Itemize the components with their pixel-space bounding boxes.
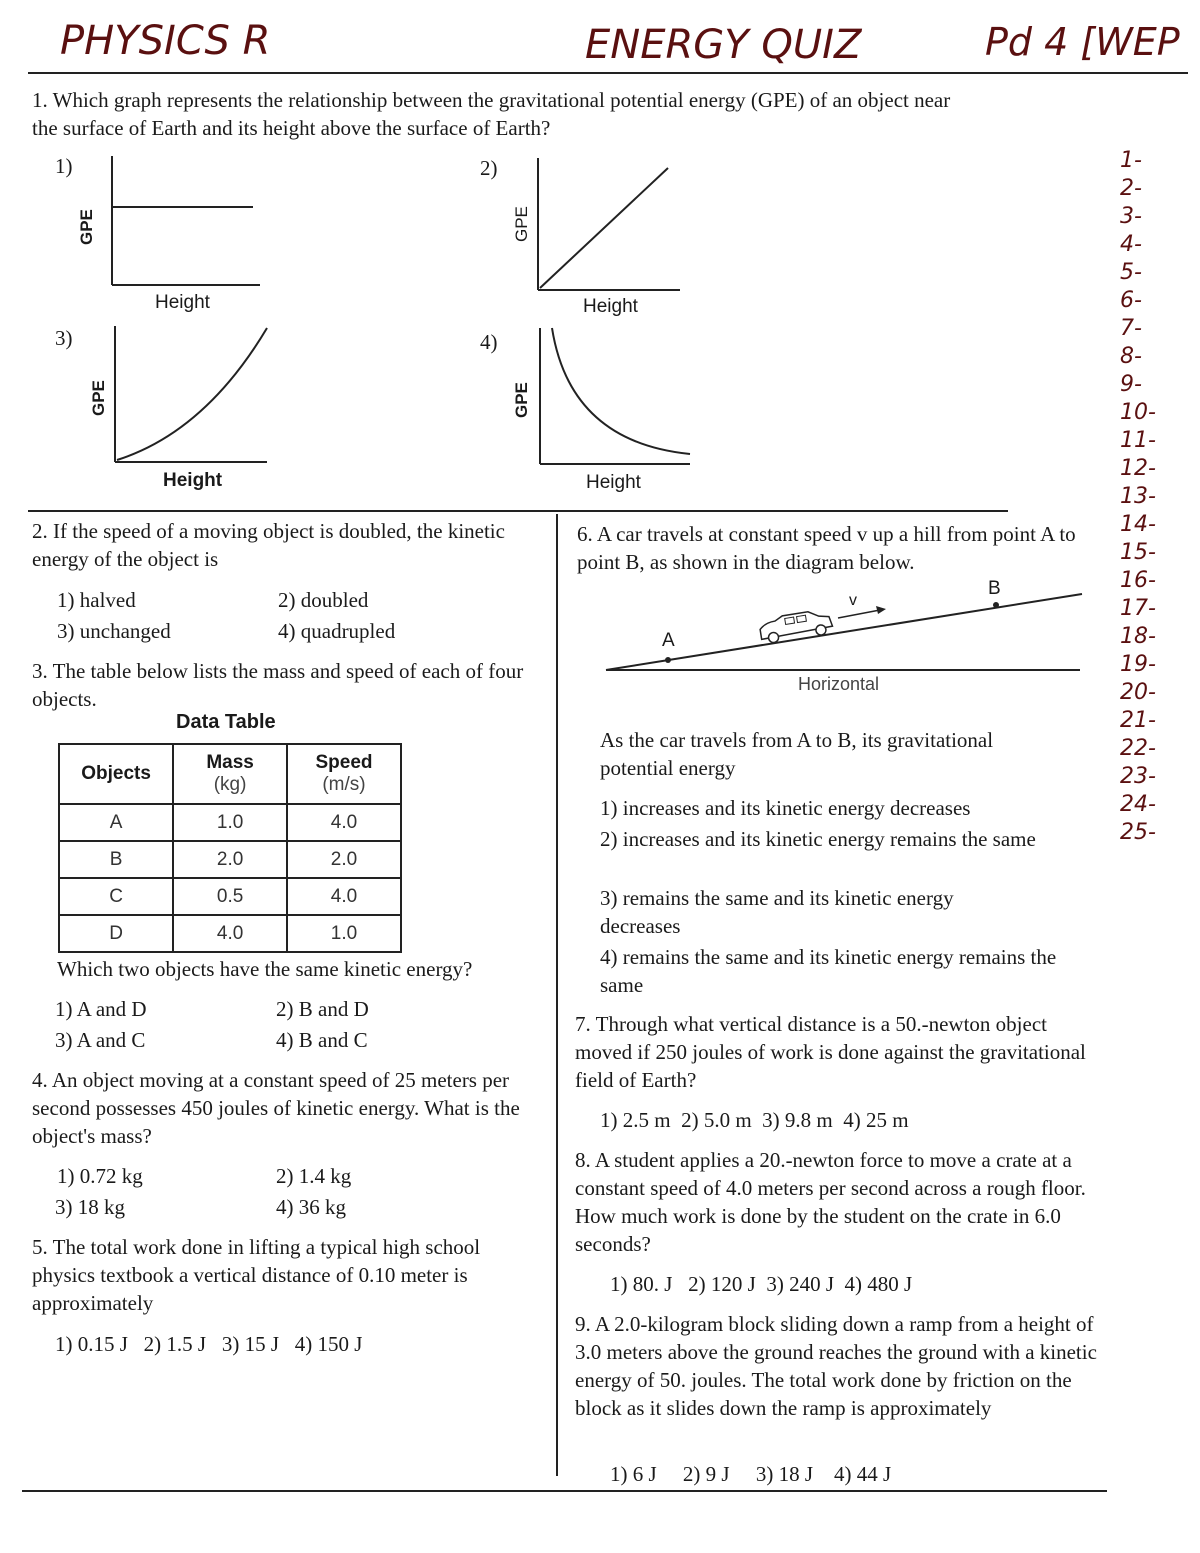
question-number: 4. <box>32 1068 48 1092</box>
question-3 <box>32 657 552 713</box>
table-header-row <box>59 744 401 804</box>
table-row <box>59 804 401 841</box>
answer-option[interactable]: 3) remains the same and its kinetic energy decreases <box>600 886 954 938</box>
tally-line: 20- <box>1120 680 1156 705</box>
graph-option-1[interactable] <box>55 150 315 320</box>
answer-option[interactable]: 1) increases and its kinetic energy decreases <box>600 796 971 820</box>
table-row <box>59 878 401 915</box>
graph-option-2[interactable] <box>480 150 740 325</box>
answer-option[interactable]: 2) B and D <box>276 997 369 1021</box>
tally-line: 10- <box>1120 400 1156 425</box>
tally-line: 18- <box>1120 624 1156 649</box>
point-a-label: A <box>662 630 675 651</box>
footer-rule <box>22 1490 1107 1492</box>
question-6 <box>577 520 1102 576</box>
answer-option[interactable]: 4) 36 kg <box>276 1195 346 1219</box>
question-text: A student applies a 20.-newton force to move a crate at a constant speed of 4.0 meters per second across a rough floor. How much work is done by the student on the crate in 6.0 seconds? <box>575 1148 1086 1256</box>
hill-diagram <box>600 578 1090 698</box>
horizontal-label: Horizontal <box>798 674 880 694</box>
table-cell: 4.0 <box>173 915 287 952</box>
answer-option[interactable]: 1) 0.72 kg <box>57 1164 143 1188</box>
question-text: The table below lists the mass and speed of each of four objects. <box>32 659 524 711</box>
period-label: Pd 4 [WEP <box>985 20 1180 64</box>
answer-option[interactable]: 1) A and D <box>55 997 147 1021</box>
table-cell: 2.0 <box>173 841 287 878</box>
table-row <box>59 841 401 878</box>
y-axis-label: GPE <box>89 380 108 416</box>
tally-line: 19- <box>1120 652 1156 677</box>
column-divider <box>556 514 558 1476</box>
question-1 <box>32 86 972 142</box>
table-cell: A <box>59 804 173 841</box>
tally-line: 21- <box>1120 708 1156 733</box>
y-axis-label: GPE <box>512 382 531 418</box>
question-number: 7. <box>575 1012 591 1036</box>
answer-option[interactable]: 2) 1.4 kg <box>276 1164 352 1188</box>
question-text: An object moving at a constant speed of 25 meters per second possesses 450 joules of kinetic energy. What is the object's mass? <box>32 1068 520 1148</box>
question-5 <box>32 1233 547 1317</box>
question-7 <box>575 1010 1095 1094</box>
table-cell: 4.0 <box>287 804 401 841</box>
tally-line: 6- <box>1120 288 1142 313</box>
answer-option[interactable]: 4) remains the same and its kinetic energy remains the same <box>600 945 1057 997</box>
question-6-stem: As the car travels from A to B, its gravitational potential energy <box>600 728 994 780</box>
table-cell: 1.0 <box>173 804 287 841</box>
tally-line: 13- <box>1120 484 1156 509</box>
graph-option-label: 1) <box>55 154 73 178</box>
question-number: 6. <box>577 522 593 546</box>
question-2 <box>32 517 552 573</box>
question-number: 5. <box>32 1235 48 1259</box>
header-rule <box>28 72 1188 74</box>
graph-option-label: 3) <box>55 326 73 350</box>
table-cell: 1.0 <box>287 915 401 952</box>
question-4 <box>32 1066 542 1150</box>
column-header: Mass (kg) <box>173 744 287 804</box>
tally-line: 16- <box>1120 568 1156 593</box>
table-cell: 0.5 <box>173 878 287 915</box>
graph-option-4[interactable] <box>480 322 740 502</box>
question-text: Which graph represents the relationship between the gravitational potential energy (GPE) of an object near the surface of Earth and its height above the surface of Earth? <box>32 88 951 140</box>
tally-line: 12- <box>1120 456 1156 481</box>
answer-option[interactable]: 3) unchanged <box>57 619 171 643</box>
y-axis-label: GPE <box>512 206 531 242</box>
table-row <box>59 915 401 952</box>
tally-line: 15- <box>1120 540 1156 565</box>
answer-option[interactable]: 3) 18 kg <box>55 1195 125 1219</box>
answer-option[interactable]: 4) quadrupled <box>278 619 396 643</box>
answer-options[interactable]: 1) 0.15 J 2) 1.5 J 3) 15 J 4) 150 J <box>55 1332 363 1356</box>
tally-line: 22- <box>1120 736 1156 761</box>
table-cell: 4.0 <box>287 878 401 915</box>
question-number: 8. <box>575 1148 591 1172</box>
table-title: Data Table <box>176 711 276 733</box>
question-number: 3. <box>32 659 48 683</box>
tally-line: 23- <box>1120 764 1156 789</box>
velocity-label: v <box>849 592 857 609</box>
x-axis-label: Height <box>155 292 210 313</box>
table-cell: B <box>59 841 173 878</box>
tally-line: 1- <box>1120 148 1142 173</box>
x-axis-label: Height <box>586 472 641 493</box>
question-8 <box>575 1146 1095 1258</box>
tally-line: 9- <box>1120 372 1142 397</box>
question-3-prompt: Which two objects have the same kinetic energy? <box>57 957 473 981</box>
question-number: 2. <box>32 519 48 543</box>
answer-option[interactable]: 3) A and C <box>55 1028 146 1052</box>
y-axis-label: GPE <box>77 209 96 245</box>
table-cell: D <box>59 915 173 952</box>
graph-option-label: 2) <box>480 156 498 180</box>
table-cell: 2.0 <box>287 841 401 878</box>
answer-tally <box>1120 148 1190 848</box>
answer-option[interactable]: 1) halved <box>57 588 136 612</box>
answer-options[interactable]: 1) 6 J 2) 9 J 3) 18 J 4) 44 J <box>610 1462 892 1486</box>
tally-line: 17- <box>1120 596 1156 621</box>
question-text: The total work done in lifting a typical high school physics textbook a vertical distance of 0.10 meter is approximately <box>32 1235 481 1315</box>
graph-option-3[interactable] <box>55 322 315 497</box>
column-header: Speed (m/s) <box>287 744 401 804</box>
section-rule <box>28 510 1008 512</box>
answer-options[interactable]: 1) 2.5 m 2) 5.0 m 3) 9.8 m 4) 25 m <box>600 1108 909 1132</box>
answer-option[interactable]: 2) increases and its kinetic energy remains the same <box>600 827 1036 851</box>
tally-line: 4- <box>1120 232 1142 257</box>
answer-options[interactable]: 1) 80. J 2) 120 J 3) 240 J 4) 480 J <box>610 1272 913 1296</box>
table-cell: C <box>59 878 173 915</box>
question-text: If the speed of a moving object is doubled, the kinetic energy of the object is <box>32 519 505 571</box>
question-number: 9. <box>575 1312 591 1336</box>
question-text: A car travels at constant speed v up a hill from point A to point B, as shown in the diagram below. <box>577 522 1076 574</box>
question-9 <box>575 1310 1100 1422</box>
column-header: Objects <box>59 744 173 804</box>
tally-line: 14- <box>1120 512 1156 537</box>
tally-line: 25- <box>1120 820 1156 845</box>
tally-line: 3- <box>1120 204 1142 229</box>
graph-option-label: 4) <box>480 330 498 354</box>
tally-line: 7- <box>1120 316 1142 341</box>
tally-line: 2- <box>1120 176 1142 201</box>
answer-option[interactable]: 4) B and C <box>276 1028 368 1052</box>
tally-line: 11- <box>1120 428 1156 453</box>
tally-line: 8- <box>1120 344 1142 369</box>
course-title: PHYSICS R <box>60 18 271 64</box>
quiz-title: ENERGY QUIZ <box>585 22 862 68</box>
x-axis-label: Height <box>163 470 223 491</box>
x-axis-label: Height <box>583 296 638 317</box>
data-table <box>58 743 402 953</box>
answer-option[interactable]: 2) doubled <box>278 588 369 612</box>
point-b-label: B <box>988 578 1001 599</box>
tally-line: 24- <box>1120 792 1156 817</box>
question-text: Through what vertical distance is a 50.-newton object moved if 250 joules of work is done against the gravitational field of Earth? <box>575 1012 1086 1092</box>
question-number: 1. <box>32 88 48 112</box>
tally-line: 5- <box>1120 260 1142 285</box>
question-text: A 2.0-kilogram block sliding down a ramp from a height of 3.0 meters above the ground reaches the ground with a kinetic energy of 50. joules. The total work done by friction on the block as it slides down the ramp is approximately <box>575 1312 1097 1420</box>
